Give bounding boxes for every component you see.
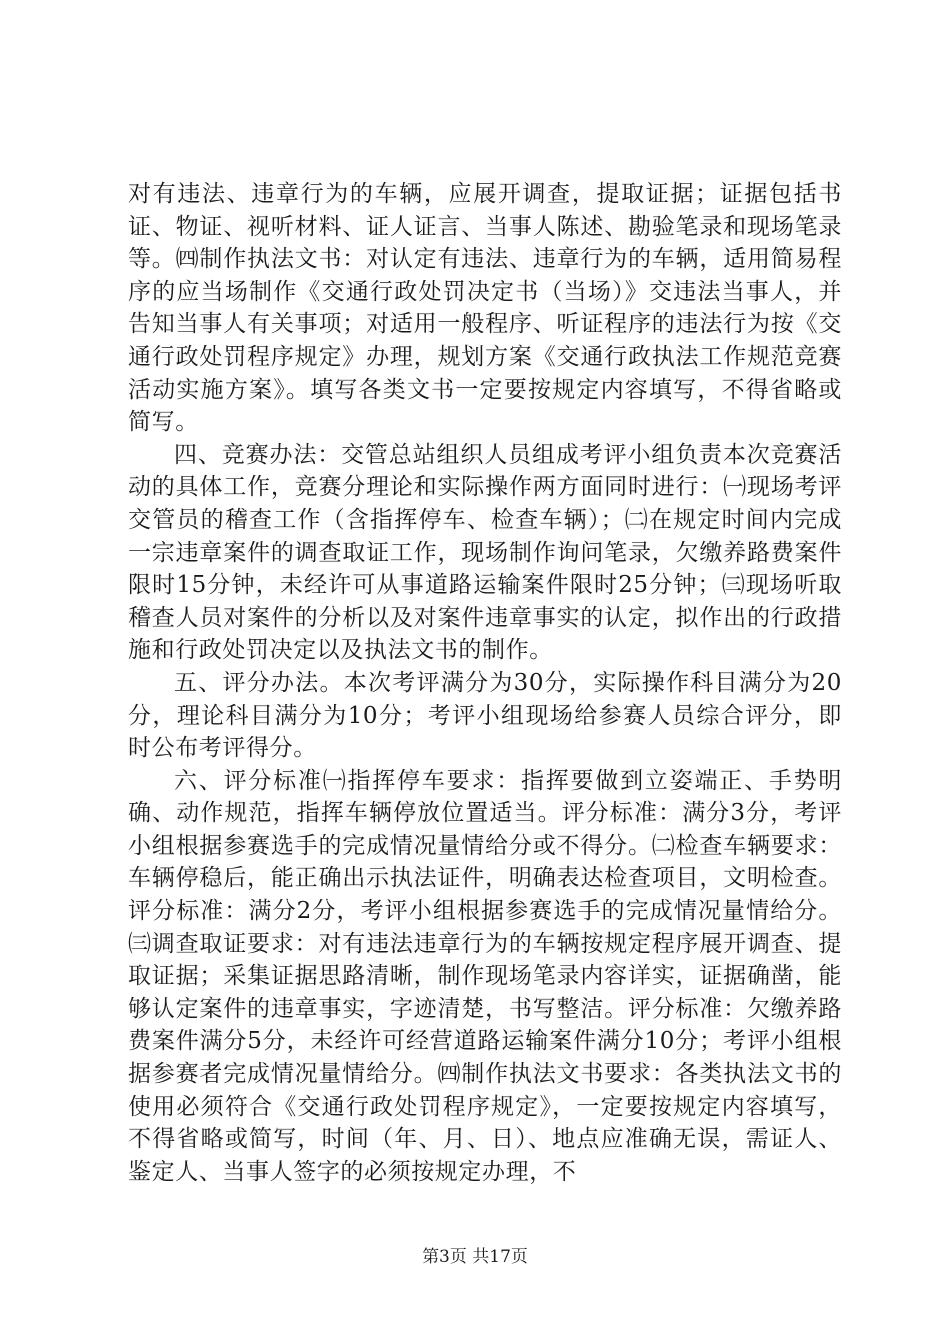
paragraph-scoring-method: 五、评分办法。本次考评满分为30分，实际操作科目满分为20分，理论科目满分为10分；考评小组现场给参赛人员综合评分，即时公布考评得分。 (128, 669, 842, 762)
paragraph-scoring-standard: 六、评分标准㈠指挥停车要求：指挥要做到立姿端正、手势明确、动作规范，指挥车辆停放位置适当。评分标准：满分3分，考评小组根据参赛选手的完成情况量情给分或不得分。㈡检查车辆要求：车辆停稳后，能正确出示执法证件，明确表达检查项目，文明检查。评分标准：满分2分，考评小组根据参赛选手的完成情况量情给分。㈢调查取证要求：对有违法违章行为的车辆按规定程序展开调查、提取证据；采集证据思路清晰，制作现场笔录内容详实，证据确凿，能够认定案件的违章事实，字迹清楚，书写整洁。评分标准：欠缴养路费案件满分5分，未经许可经营道路运输案件满分10分；考评小组根据参赛者完成情况量情给分。㈣制作执法文书要求：各类执法文书的使用必须符合《交通行政处罚程序规定》，一定要按规定内容填写，不得省略或简写，时间（年、月、日）、地点应准确无误，需证人、鉴定人、当事人签字的必须按规定办理，不 (128, 767, 842, 1185)
document-body (128, 178, 842, 1188)
page-number-footer: 第3页 共17页 (422, 1247, 528, 1267)
paragraph-competition-method: 四、竞赛办法：交管总站组织人员组成考评小组负责本次竞赛活动的具体工作，竞赛分理论和实际操作两方面同时进行：㈠现场考评交管员的稽查工作（含指挥停车、检查车辆）；㈡在规定时间内完成一宗违章案件的调查取证工作，现场制作询问笔录，欠缴养路费案件限时15分钟，未经许可从事道路运输案件限时25分钟；㈢现场听取稽查人员对案件的分析以及对案件违章事实的认定，拟作出的行政措施和行政处罚决定以及执法文书的制作。 (128, 441, 842, 664)
paragraph-continuation: 对有违法、违章行为的车辆，应展开调查，提取证据；证据包括书证、物证、视听材料、证人证言、当事人陈述、勘验笔录和现场笔录等。㈣制作执法文书：对认定有违法、违章行为的车辆，适用简易程序的应当场制作《交通行政处罚决定书（当场）》交违法当事人，并告知当事人有关事项；对适用一般程序、听证程序的违法行为按《交通行政处罚程序规定》办理，规划方案《交通行政执法工作规范竞赛活动实施方案》。填写各类文书一定要按规定内容填写，不得省略或简写。 (128, 181, 842, 436)
